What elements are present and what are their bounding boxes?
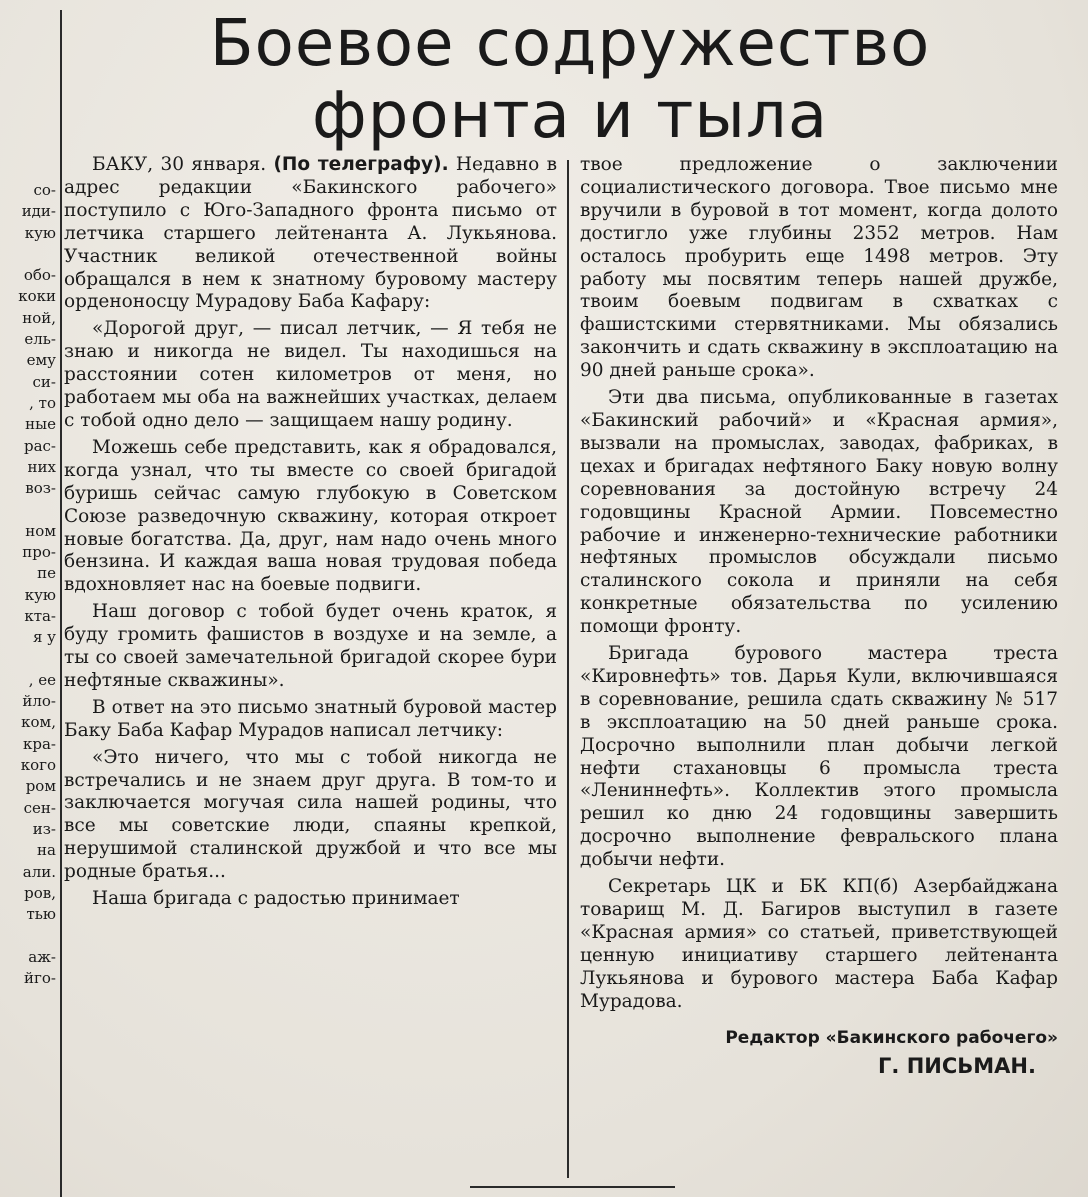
fragment-line: тью bbox=[26, 905, 56, 924]
fragment-line: сен- bbox=[23, 798, 56, 817]
fragment-line: ром bbox=[25, 777, 56, 796]
source-note: (По телеграфу). bbox=[273, 154, 449, 175]
fragment-line bbox=[0, 649, 56, 670]
fragment-line: кую bbox=[24, 223, 56, 242]
paragraph: Бригада бурового мастера треста «Кировнефть» тов. Дарья Кули, включившаяся в соревнование, решила сдать скважину № 517 в эксплоатацию на 50 дней раньше срока. Досрочно выполнили план добычи легкой нефти стахановцы 6 промысла треста «Лениннефть». Коллектив этого промысла решил ко дню 24 годовщины завершить досрочно выполнение февральского плана добычи нефти. bbox=[580, 643, 1058, 871]
fragment-line: я у bbox=[32, 628, 56, 647]
fragment-line: на bbox=[37, 841, 56, 860]
article-column-2 bbox=[580, 154, 1058, 1080]
paragraph: твое предложение о заключении социалистического договора. Твое письмо мне вручили в буровой в тот момент, когда долото достигло уже глубины 2352 метров. Нам осталось пробурить еще 1498 метров. Эту работу мы посвятим теперь нашей дружбе, твоим боевым подвигам в схватках с фашистскими стервятниками. Мы обязались закончить и сдать скважину в эксплоатацию на 90 дней раньше срока». bbox=[580, 154, 1058, 382]
fragment-line: со- bbox=[33, 181, 56, 199]
paragraph-text: Недавно в адрес редакции «Бакинского рабочего» поступило с Юго-Западного фронта письмо от летчика старшего лейтенанта А. Лукьянова. Участник великой отечественной войны обращался в нем к знатному буровому мастеру орденоносцу Мурадову Баба Кафару: bbox=[64, 154, 557, 313]
paragraph: Можешь себе представить, как я обрадовался, когда узнал, что ты вместе со своей бригадой буришь сейчас самую глубокую в Советском Союзе разведочную скважину, которая откроет новые богатства. Да, друг, нам надо очень много бензина. И каждая ваша новая трудовая победа вдохновляет нас на боевые подвиги. bbox=[64, 436, 557, 596]
fragment-line: ком, bbox=[21, 713, 56, 732]
fragment-line: йго- bbox=[24, 968, 56, 987]
fragment-line: из- bbox=[32, 819, 56, 838]
paragraph: Наша бригада с радостью принимает bbox=[92, 888, 460, 910]
fragment-line: , ее bbox=[28, 670, 56, 689]
fragment-line: обо- bbox=[23, 266, 56, 285]
fragment-line: ров, bbox=[24, 883, 56, 902]
paragraph: Эти два письма, опубликованные в газетах «Бакинский рабочий» и «Красная армия», вызвали на промыслах, заводах, фабриках, в цехах и бригадах нефтяного Баку новую волну соревнования за достойную встречу 24 годовщины Красной Армии. Повсеместно рабочие и инженерно-технические работники нефтяных промыслов обсуждали письмо сталинского сокола и приняли на себя конкретные обязательства по усилению помощи фронту. bbox=[580, 387, 1058, 638]
fragment-line bbox=[0, 244, 56, 265]
fragment-line: иди- bbox=[21, 202, 56, 221]
fragment-line: воз- bbox=[25, 479, 56, 498]
column-rule-middle bbox=[567, 160, 569, 1178]
fragment-line: коки bbox=[18, 287, 56, 306]
fragment-line: йло- bbox=[22, 692, 56, 711]
fragment-line: ные bbox=[25, 415, 56, 434]
fragment-line: про- bbox=[22, 543, 56, 562]
article-column-1 bbox=[64, 154, 557, 911]
signature-name: Г. ПИСЬМАН. bbox=[878, 1053, 1036, 1078]
paragraph: В ответ на это письмо знатный буровой мастер Баку Баба Кафар Мурадов написал летчику: bbox=[64, 696, 557, 741]
adjacent-column-fragment bbox=[0, 180, 56, 989]
fragment-line: аж- bbox=[28, 947, 56, 966]
paragraph: Наш договор с тобой будет очень краток, я буду громить фашистов в воздухе и на земле, а ты со своей замечательной бригадой скорее бури нефтяные скважины». bbox=[64, 601, 557, 691]
headline-line-2: фронта и тыла bbox=[311, 79, 829, 153]
signature-block bbox=[580, 1024, 1058, 1080]
bottom-rule bbox=[470, 1186, 675, 1188]
fragment-line: рас- bbox=[23, 436, 56, 455]
fragment-line: ной, bbox=[22, 308, 56, 327]
article-headline bbox=[120, 8, 1020, 152]
paragraph: «Дорогой друг, — писал летчик, — Я тебя не знаю и никогда не видел. Ты находишься на расстоянии сотен километров от меня, но работаем мы оба на важнейших участках, делаем с тобой одно дело — защищаем нашу родину. bbox=[64, 318, 557, 431]
lead-paragraph bbox=[64, 154, 557, 314]
fragment-line: си- bbox=[32, 372, 56, 391]
dateline: БАКУ, 30 января. bbox=[92, 154, 267, 175]
fragment-line: ель- bbox=[24, 330, 56, 349]
fragment-line: али. bbox=[22, 862, 56, 881]
paragraph: «Это ничего, что мы с тобой никогда не встречались и не знаем друг друга. В том-то и заключается могучая сила нашей родины, что все мы советские люди, спаяны крепкой, нерушимой сталинской дружбой и что все мы родные братья... bbox=[64, 746, 557, 883]
fragment-line: пе bbox=[37, 564, 56, 583]
column-rule-left bbox=[60, 10, 62, 1197]
fragment-line: кого bbox=[20, 756, 56, 775]
fragment-line: кта- bbox=[24, 606, 56, 625]
headline-line-1: Боевое содружество bbox=[209, 7, 931, 81]
fragment-line bbox=[0, 499, 56, 520]
paragraph: Секретарь ЦК и БК КП(б) Азербайджана товарищ М. Д. Багиров выступил в газете «Красная армия» со статьей, приветствующей ценную инициативу старшего лейтенанта Лукьянова и бурового мастера Баба Кафар Мурадова. bbox=[580, 876, 1058, 1012]
fragment-line: кра- bbox=[23, 734, 56, 753]
fragment-line bbox=[0, 925, 56, 946]
fragment-line: ном bbox=[25, 521, 56, 540]
fragment-line: них bbox=[27, 457, 56, 476]
fragment-line: ему bbox=[26, 351, 56, 370]
signature-title: Редактор «Бакинского рабочего» bbox=[725, 1027, 1058, 1048]
fragment-line: кую bbox=[24, 585, 56, 604]
fragment-line: , то bbox=[29, 393, 56, 412]
